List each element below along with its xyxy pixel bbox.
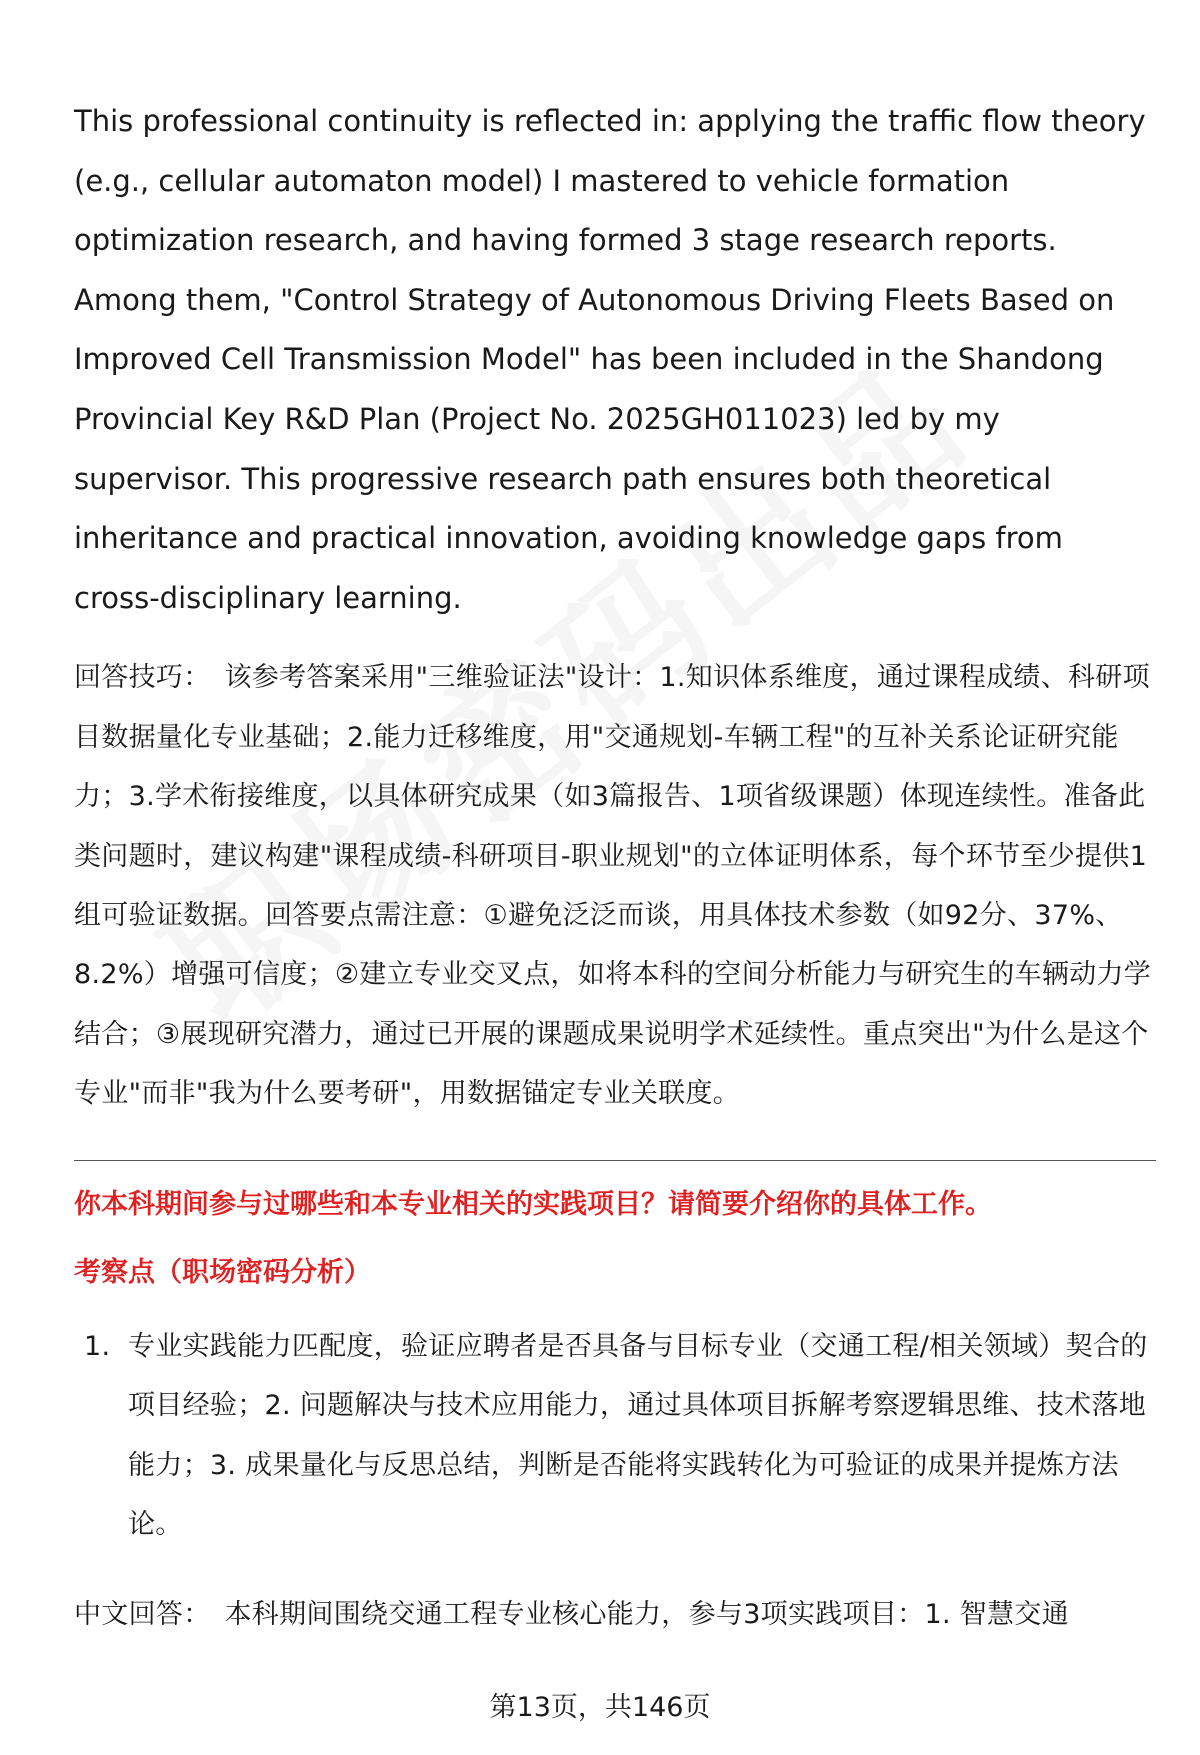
list-item: [74, 1317, 1156, 1555]
section-divider: [74, 1160, 1156, 1161]
list-item-number: 1.: [84, 1330, 111, 1362]
interview-question: 你本科期间参与过哪些和本专业相关的实践项目？请简要介绍你的具体工作。: [74, 1188, 992, 1220]
chinese-answer: [74, 1593, 1156, 1637]
document-body: [74, 92, 1156, 1637]
list-item-text: 专业实践能力匹配度，验证应聘者是否具备与目标专业（交通工程/相关领域）契合的项目经验；2. 问题解决与技术应用能力，通过具体项目拆解考察逻辑思维、技术落地能力；3. 成果量化与反思总结，判断是否能将实践转化为可验证的成果并提炼方法论。: [128, 1330, 1148, 1541]
assessment-points-heading: 考察点（职场密码分析）: [74, 1256, 371, 1288]
answer-tips-label: 回答技巧：: [74, 662, 211, 694]
chinese-answer-label: 中文回答：: [74, 1598, 211, 1630]
answer-tips-text: 该参考答案采用"三维验证法"设计：1.知识体系维度，通过课程成绩、科研项目数据量化专业基础；2.能力迁移维度，用"交通规划-车辆工程"的互补关系论证研究能力；3.学术衔接维度，以具体研究成果（如3篇报告、1项省级课题）体现连续性。准备此类问题时，建议构建"课程成绩-科研项目-职业规划"的立体证明体系，每个环节至少提供1组可验证数据。回答要点需注意：①避免泛泛而谈，用具体技术参数（如92分、37%、8.2%）增强可信度；②建立专业交叉点，如将本科的空间分析能力与研究生的车辆动力学结合；③展现研究潜力，通过已开展的课题成果说明学术延续性。重点突出"为什么是这个专业"而非"我为什么要考研"，用数据锚定专业关联度。: [74, 662, 1152, 1110]
answer-tips-paragraph: [74, 648, 1156, 1123]
page-number: 第13页，共146页: [489, 1692, 711, 1723]
english-paragraph: This professional continuity is reflected in: applying the traffic flow theory (e.g., cellular automaton model) I mastered to vehicle formation optimization research, and having formed 3 stage research reports. Among them, "Control Strategy of Autonomous Driving Fleets Based on Improved Cell Transmission Model" has been included in the Shandong Provincial Key R&D Plan (Project No. 2025GH011023) led by my supervisor. This progressive research path ensures both theoretical inheritance and practical innovation, avoiding knowledge gaps from cross-disciplinary learning.: [74, 104, 1146, 615]
assessment-points-list: [74, 1317, 1156, 1555]
chinese-answer-text: 本科期间围绕交通工程专业核心能力，参与3项实践项目：1. 智慧交通: [224, 1598, 1069, 1630]
